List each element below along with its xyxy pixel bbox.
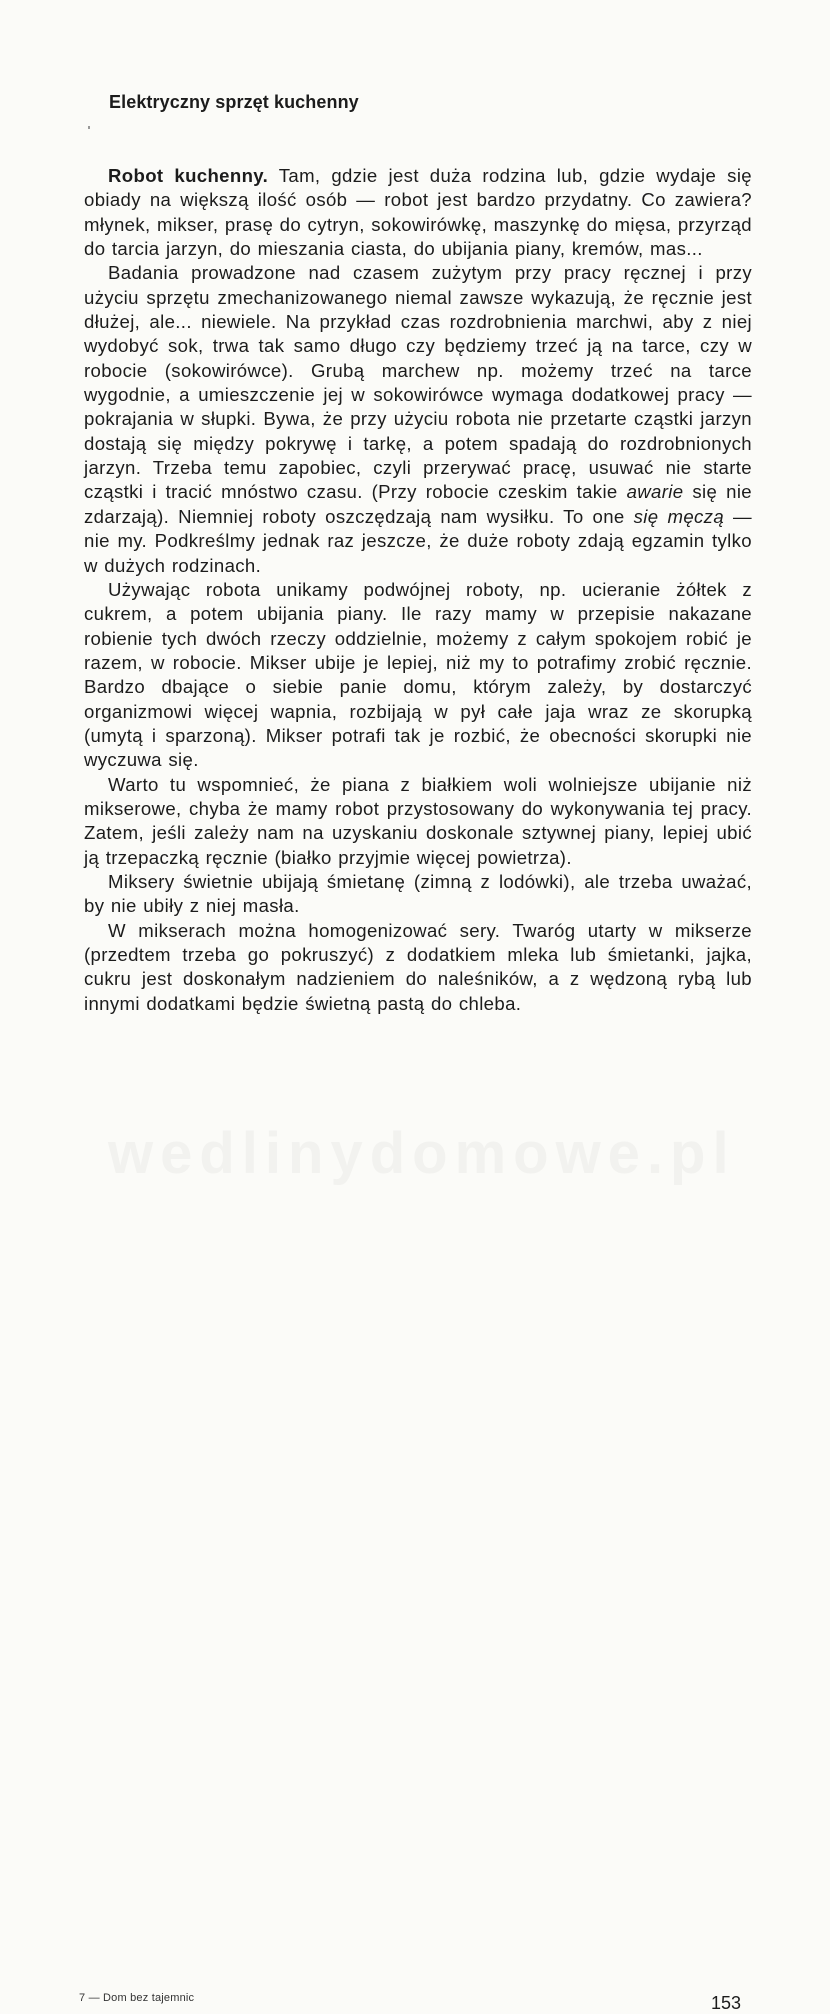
paragraph-text: — nie my. Podkreślmy jednak raz jeszcze, że duże roboty zdają egzamin tylko w dużych rodzinach.: [84, 505, 752, 576]
paragraph-lead: Robot kuchenny.: [108, 165, 269, 186]
paragraph-6: W mikserach można homogenizować sery. Twaróg utarty w mikserze (przedtem trzeba go pokruszyć) z dodatkiem mleka lub śmietanki, jajka, cukru jest doskonałym nadzieniem do naleśników, a z wędzoną rybą lub innymi dodatkami będzie świetną pastą do chleba.: [84, 919, 752, 1014]
paragraph-4: Warto tu wspomnieć, że piana z białkiem woli wolniejsze ubijanie niż mikserowe, chyba że mamy robot przystosowany do wykonywania tej pracy. Zatem, jeśli zależy nam na uzyskaniu doskonale sztywnej piany, lepiej ubić ją trzepaczką ręcznie (białko przyjmie więcej powietrza).: [84, 773, 752, 868]
paragraph-text: Badania prowadzone nad czasem zużytym przy pracy ręcznej i przy użyciu sprzętu zmechanizowanego niemal zawsze wykazują, że ręcznie jest dłużej, ale... niewiele. Na przykład czas rozdrobnienia marchwi, aby z niej wydobyć sok, trwa tak samo długo czy będziemy trzeć ją na tarce, czy w robocie (sokowirówce). Grubą marchew np. możemy trzeć na tarce wygodnie, a umieszczenie jej w sokowirówce wymaga dodatkowej pracy — pokrajania w słupki. Bywa, że przy użyciu robota nie przetarte cząstki jarzyn dostają się między pokrywę i tarkę, a potem spadają do rozdrobnionych jarzyn. Trzeba temu zapobiec, czyli przerywać pracę, usuwać nie starte cząstki i tracić mnóstwo czasu. (Przy robocie czeskim takie: [84, 262, 752, 503]
scan-speck: [88, 126, 90, 129]
paragraph-3: Używając robota unikamy podwójnej roboty, np. ucieranie żółtek z cukrem, a potem ubijania piany. Ile razy mamy w przepisie nakazane robienie tych dwóch rzeczy oddzielnie, możemy z całym spokojem robić je razem, w robocie. Mikser ubije je lepiej, niż my to potrafimy zrobić ręcznie. Bardzo dbające o siebie panie domu, którym zależy, by dostarczyć organizmowi więcej wapnia, rozbijają w pył całe jaja wraz ze skorupką (umytą i sparzoną). Mikser potrafi tak je rozbić, że obecności skorupki nie wyczuwa się.: [84, 578, 752, 771]
watermark: wedlinydomowe.pl: [108, 1121, 736, 1186]
page-number: 153: [711, 1993, 742, 2014]
section-heading: Elektryczny sprzęt kuchenny: [109, 92, 359, 112]
paragraph-text: się nie zdarzają). Niemniej roboty oszczędzają nam wysiłku. To one: [84, 481, 752, 527]
paragraph-5: Miksery świetnie ubijają śmietanę (zimną z lodówki), ale trzeba uważać, by nie ubiły z niej masła.: [84, 870, 752, 917]
emphasis-text: się męczą: [633, 505, 725, 527]
paragraph-2: [84, 261, 752, 577]
body-text: [84, 164, 752, 1016]
emphasis-text: awarie: [626, 481, 684, 503]
paragraph-text: Tam, gdzie jest duża rodzina lub, gdzie wydaje się obiady na większą ilość osób — robot jest bardzo przydatny. Co zawiera? młynek, mikser, prasę do cytryn, sokowirówkę, maszynkę do mięsa, przyrząd do tarcia jarzyn, do mieszania ciasta, do ubijania piany, kremów, mas...: [84, 165, 752, 260]
paragraph-1: [84, 164, 752, 261]
footer-signature: 7 — Dom bez tajemnic: [79, 1992, 195, 2005]
